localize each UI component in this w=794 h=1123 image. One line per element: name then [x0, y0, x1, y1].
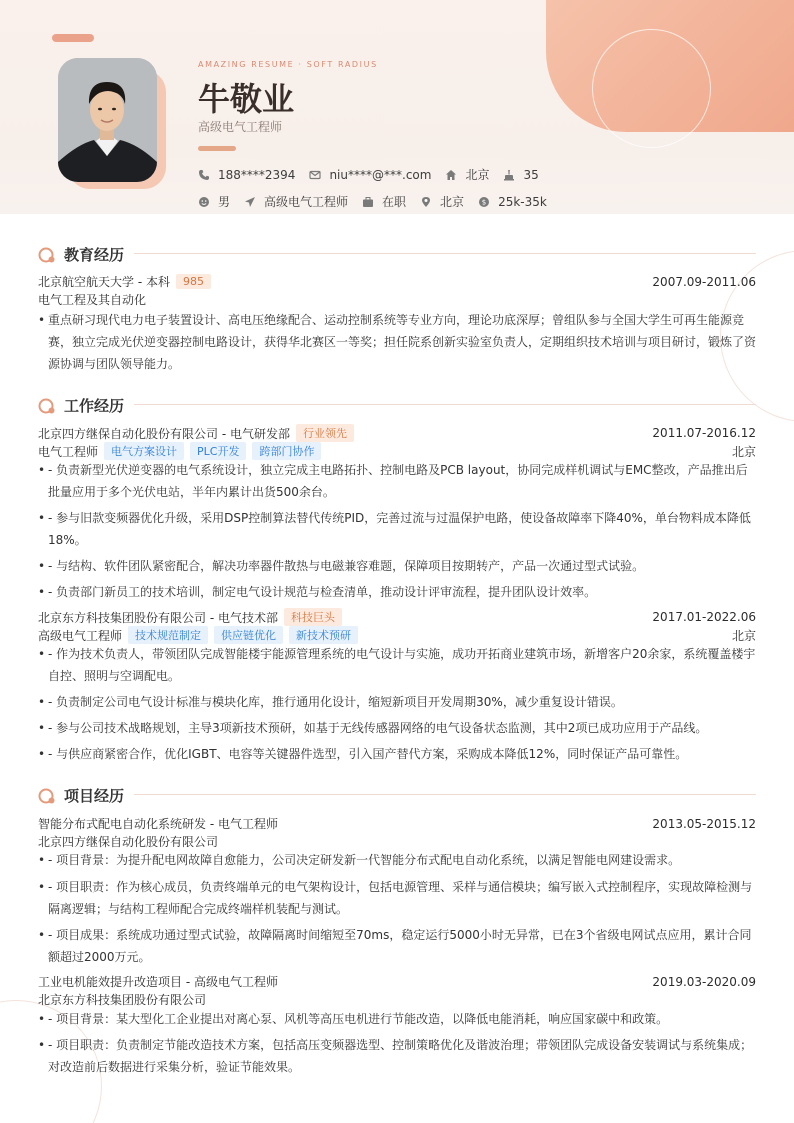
work-date: 2011.07-2016.12: [652, 426, 756, 440]
section-education: [38, 244, 124, 265]
company-name: 北京东方科技集团股份有限公司 - 电气技术部: [38, 610, 278, 625]
header-decor-ring: [592, 29, 711, 148]
section-title: 教育经历: [64, 246, 125, 264]
work-bullet: • - 负责部门新员工的技术培训，制定电气设计规范与检查清单，推动设计评审流程，提升团队设计效率。: [38, 585, 597, 599]
section-divider: [134, 404, 756, 405]
section-icon: [38, 397, 56, 415]
work-bullet: • - 参与公司技术战略规划，主导3项新技术预研，如基于无线传感器网络的电气设备状态监测，其中2项已成功应用于产品线。: [38, 721, 708, 735]
info-email: niu****@***.com: [309, 168, 431, 182]
company-badge: 科技巨头: [284, 608, 342, 626]
major: 电气工程及其自动化: [38, 293, 147, 307]
education-bullet: • 重点研习现代电力电子装置设计、高电压绝缘配合、运动控制系统等专业方向，理论功底深厚；曾组队参与全国大学生可再生能源竞赛，独立完成光伏逆变器控制电路设计，获得华北赛区一等奖；担任院系创新实验室负责人，定期组织技术培训与项目研讨，锻炼了资源协调与团队领导能力。: [38, 313, 757, 371]
section-icon: [38, 787, 56, 805]
project-bullet: • - 项目职责：负责制定节能改造技术方案，包括高压变频器选型、控制策略优化及谐波治理；带领团队完成设备安装调试与系统集成；对改造前后数据进行采集分析，验证节能效果。: [38, 1038, 753, 1074]
briefcase-icon: [362, 196, 374, 208]
section-title: 工作经历: [64, 397, 125, 415]
school-badge: 985: [176, 274, 211, 289]
header-band: [0, 0, 794, 214]
contact-row: [198, 166, 553, 183]
project-company-row: [38, 833, 756, 850]
skill-tag: 新技术预研: [289, 626, 358, 644]
role: 电气工程师: [38, 444, 99, 459]
section-icon: [38, 246, 56, 264]
info-phone: 188****2394: [198, 168, 295, 182]
detail-row: [198, 193, 561, 210]
project-bullet: • - 项目职责：作为核心成员，负责终端单元的电气架构设计，包括电源管理、采样与通信模块；编写嵌入式控制程序，实现故障检测与隔离逻辑；与结构工程师配合完成终端样机装配与测试。: [38, 880, 753, 916]
section-work: [38, 395, 124, 416]
info-gender: 男: [198, 193, 230, 210]
accent-pill: [52, 34, 94, 42]
gender-icon: [198, 196, 210, 208]
salary-icon: [478, 196, 490, 208]
info-hometown: 北京: [445, 166, 489, 183]
section-divider: [134, 253, 756, 254]
work-bullet: • - 负责制定公司电气设计标准与模块化库，推行通用化设计，缩短新项目开发周期30%，减少重复设计错误。: [38, 695, 623, 709]
project-entry-header: [38, 973, 756, 990]
project-bullet: • - 项目背景：某大型化工企业提出对离心泵、风机等高压电机进行节能改造，以降低电能消耗，响应国家碳中和政策。: [38, 1012, 669, 1026]
education-entry-header: [38, 273, 756, 290]
svg-text:$: $: [481, 198, 487, 206]
skill-tag: PLC开发: [190, 442, 246, 460]
project-entry-header: [38, 815, 756, 832]
work-bullet: • - 作为技术负责人，带领团队完成智能楼宇能源管理系统的电气设计与实施，成功开拓商业建筑市场，新增客户20余家，系统覆盖楼宇自控、照明与空调配电。: [38, 647, 756, 683]
skill-tag: 供应链优化: [214, 626, 283, 644]
info-salary: $ 25k-35k: [478, 195, 547, 209]
school-name: 北京航空航天大学 - 本科: [38, 275, 170, 289]
project-company-row: [38, 991, 756, 1008]
location-icon: [420, 196, 432, 208]
work-role-row: [38, 442, 756, 460]
work-city: 北京: [731, 628, 756, 643]
project-company: 北京四方继保自动化股份有限公司: [38, 835, 219, 849]
company-name: 北京四方继保自动化股份有限公司 - 电气研发部: [38, 426, 290, 441]
candidate-title: 高级电气工程师: [198, 120, 283, 134]
project-company: 北京东方科技集团股份有限公司: [38, 993, 207, 1007]
candidate-name: 牛敬业: [198, 80, 295, 118]
project-bullet: • - 项目成果：系统成功通过型式试验，故障隔离时间缩短至70ms，稳定运行5000小时无异常，已在3个省级电网试点应用，累计合同额超过2000万元。: [38, 928, 752, 964]
work-entry-header: [38, 608, 756, 626]
phone-icon: [198, 169, 210, 181]
skill-tag: 跨部门协作: [252, 442, 321, 460]
info-target-position: 高级电气工程师: [244, 193, 348, 210]
send-icon: [244, 196, 256, 208]
project-date: 2019.03-2020.09: [652, 974, 756, 989]
skill-tag: 电气方案设计: [104, 442, 184, 460]
section-title: 项目经历: [64, 787, 125, 805]
work-bullet: • - 参与旧款变频器优化升级，采用DSP控制算法替代传统PID，完善过流与过温保护电路，使设备故障率下降40%，单台物料成本降低18%。: [38, 511, 751, 547]
info-age: 35: [503, 168, 538, 182]
education-major-row: [38, 291, 756, 308]
section-projects: [38, 785, 124, 806]
mail-icon: [309, 169, 321, 181]
education-date: 2007.09-2011.06: [652, 274, 756, 289]
project-date: 2013.05-2015.12: [652, 816, 756, 831]
section-divider: [134, 794, 756, 795]
work-bullet: • - 与供应商紧密合作，优化IGBT、电容等关键器件选型，引入国产替代方案，采购成本降低12%，同时保证产品可靠性。: [38, 747, 688, 761]
project-title: 工业电机能效提升改造项目 - 高级电气工程师: [38, 975, 278, 989]
avatar: [58, 58, 157, 182]
home-icon: [445, 169, 457, 181]
work-bullet: • - 与结构、软件团队紧密配合，解决功率器件散热与电磁兼容难题，保障项目按期转产，产品一次通过型式试验。: [38, 559, 645, 573]
skill-tag: 技术规范制定: [128, 626, 208, 644]
info-city: 北京: [420, 193, 464, 210]
cake-icon: [503, 169, 515, 181]
project-title: 智能分布式配电自动化系统研发 - 电气工程师: [38, 817, 278, 831]
role: 高级电气工程师: [38, 628, 123, 643]
work-city: 北京: [731, 444, 756, 459]
tagline: AMAZING RESUME · SOFT RADIUS: [198, 60, 378, 69]
info-status: 在职: [362, 193, 406, 210]
work-entry-header: [38, 424, 756, 442]
work-date: 2017.01-2022.06: [652, 610, 756, 624]
work-role-row: [38, 626, 756, 644]
title-underline: [198, 146, 236, 151]
company-badge: 行业领先: [296, 424, 354, 442]
work-bullet: • - 负责新型光伏逆变器的电气系统设计，独立完成主电路拓扑、控制电路及PCB layout，协同完成样机调试与EMC整改，产品推出后批量应用于多个光伏电站，半年内累计出货500余台。: [38, 463, 748, 499]
project-bullet: • - 项目背景：为提升配电网故障自愈能力，公司决定研发新一代智能分布式配电自动化系统，以满足智能电网建设需求。: [38, 853, 681, 867]
